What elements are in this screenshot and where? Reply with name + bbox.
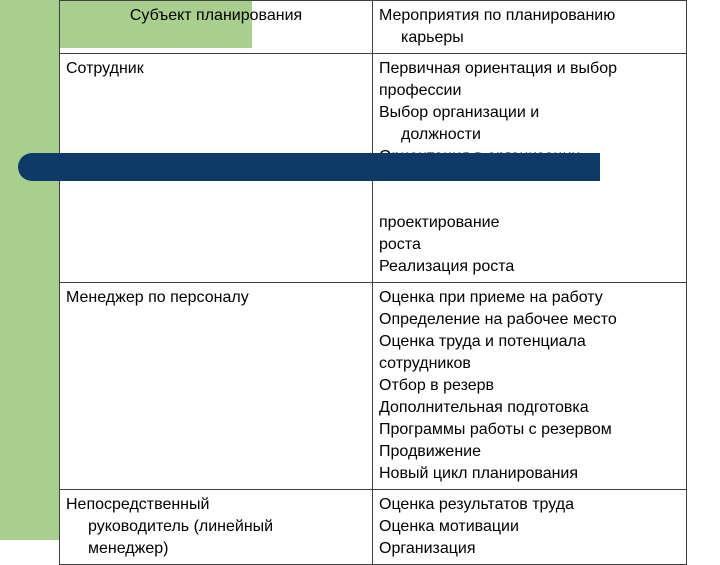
activity-line: Оценка мотивации: [379, 518, 519, 535]
activity-line: Программы работы с резервом: [379, 421, 612, 438]
subject-line: Менеджер по персоналу: [66, 289, 249, 306]
activity-line: Новый цикл планирования: [379, 465, 579, 482]
activity-line: профессии: [379, 82, 462, 99]
career-planning-table: [59, 0, 687, 565]
table-row-hr-manager: [60, 283, 687, 490]
table-row-line-manager: [60, 490, 687, 565]
table-header-row: [60, 1, 687, 54]
activity-line: Отбор в резерв: [379, 377, 495, 394]
activity-line: проектирование: [379, 214, 500, 231]
subject-line: Сотрудник: [66, 60, 144, 77]
activity-line: Первичная ориентация и выбор: [379, 60, 617, 77]
header-activities: [373, 1, 687, 54]
decorative-left-stripe: [0, 0, 60, 540]
activity-line: Оценка труда и потенциала: [379, 333, 586, 350]
subject-cell: [60, 283, 373, 490]
activity-line: Оценка результатов труда: [379, 496, 574, 513]
activity-line: Продвижение: [379, 443, 481, 460]
subject-cell: [60, 490, 373, 565]
activity-line: Реализация роста: [379, 258, 515, 275]
activity-line: Дополнительная подготовка: [379, 399, 589, 416]
activity-line: должности: [401, 126, 481, 143]
activity-line: роста: [379, 236, 421, 253]
activity-line: Определение на рабочее место: [379, 311, 617, 328]
activity-line: Выбор организации и: [379, 104, 540, 121]
activity-line: сотрудников: [379, 355, 471, 372]
obscured-line: [379, 190, 680, 212]
activities-cell: [373, 283, 687, 490]
decorative-navy-bar: [18, 153, 600, 181]
header-subject-label: Субъект планирования: [129, 7, 303, 24]
header-activities-line-2: карьеры: [401, 29, 464, 46]
subject-line: руководитель (линейный: [88, 518, 274, 535]
header-subject: [60, 1, 373, 54]
activity-line: Оценка при приеме на работу: [379, 289, 603, 306]
activity-line: Организация: [379, 540, 476, 557]
activities-cell: [373, 490, 687, 565]
subject-line: Непосредственный: [66, 496, 210, 513]
header-activities-line-1: Мероприятия по планированию: [379, 7, 616, 24]
subject-line: менеджер): [88, 540, 169, 557]
